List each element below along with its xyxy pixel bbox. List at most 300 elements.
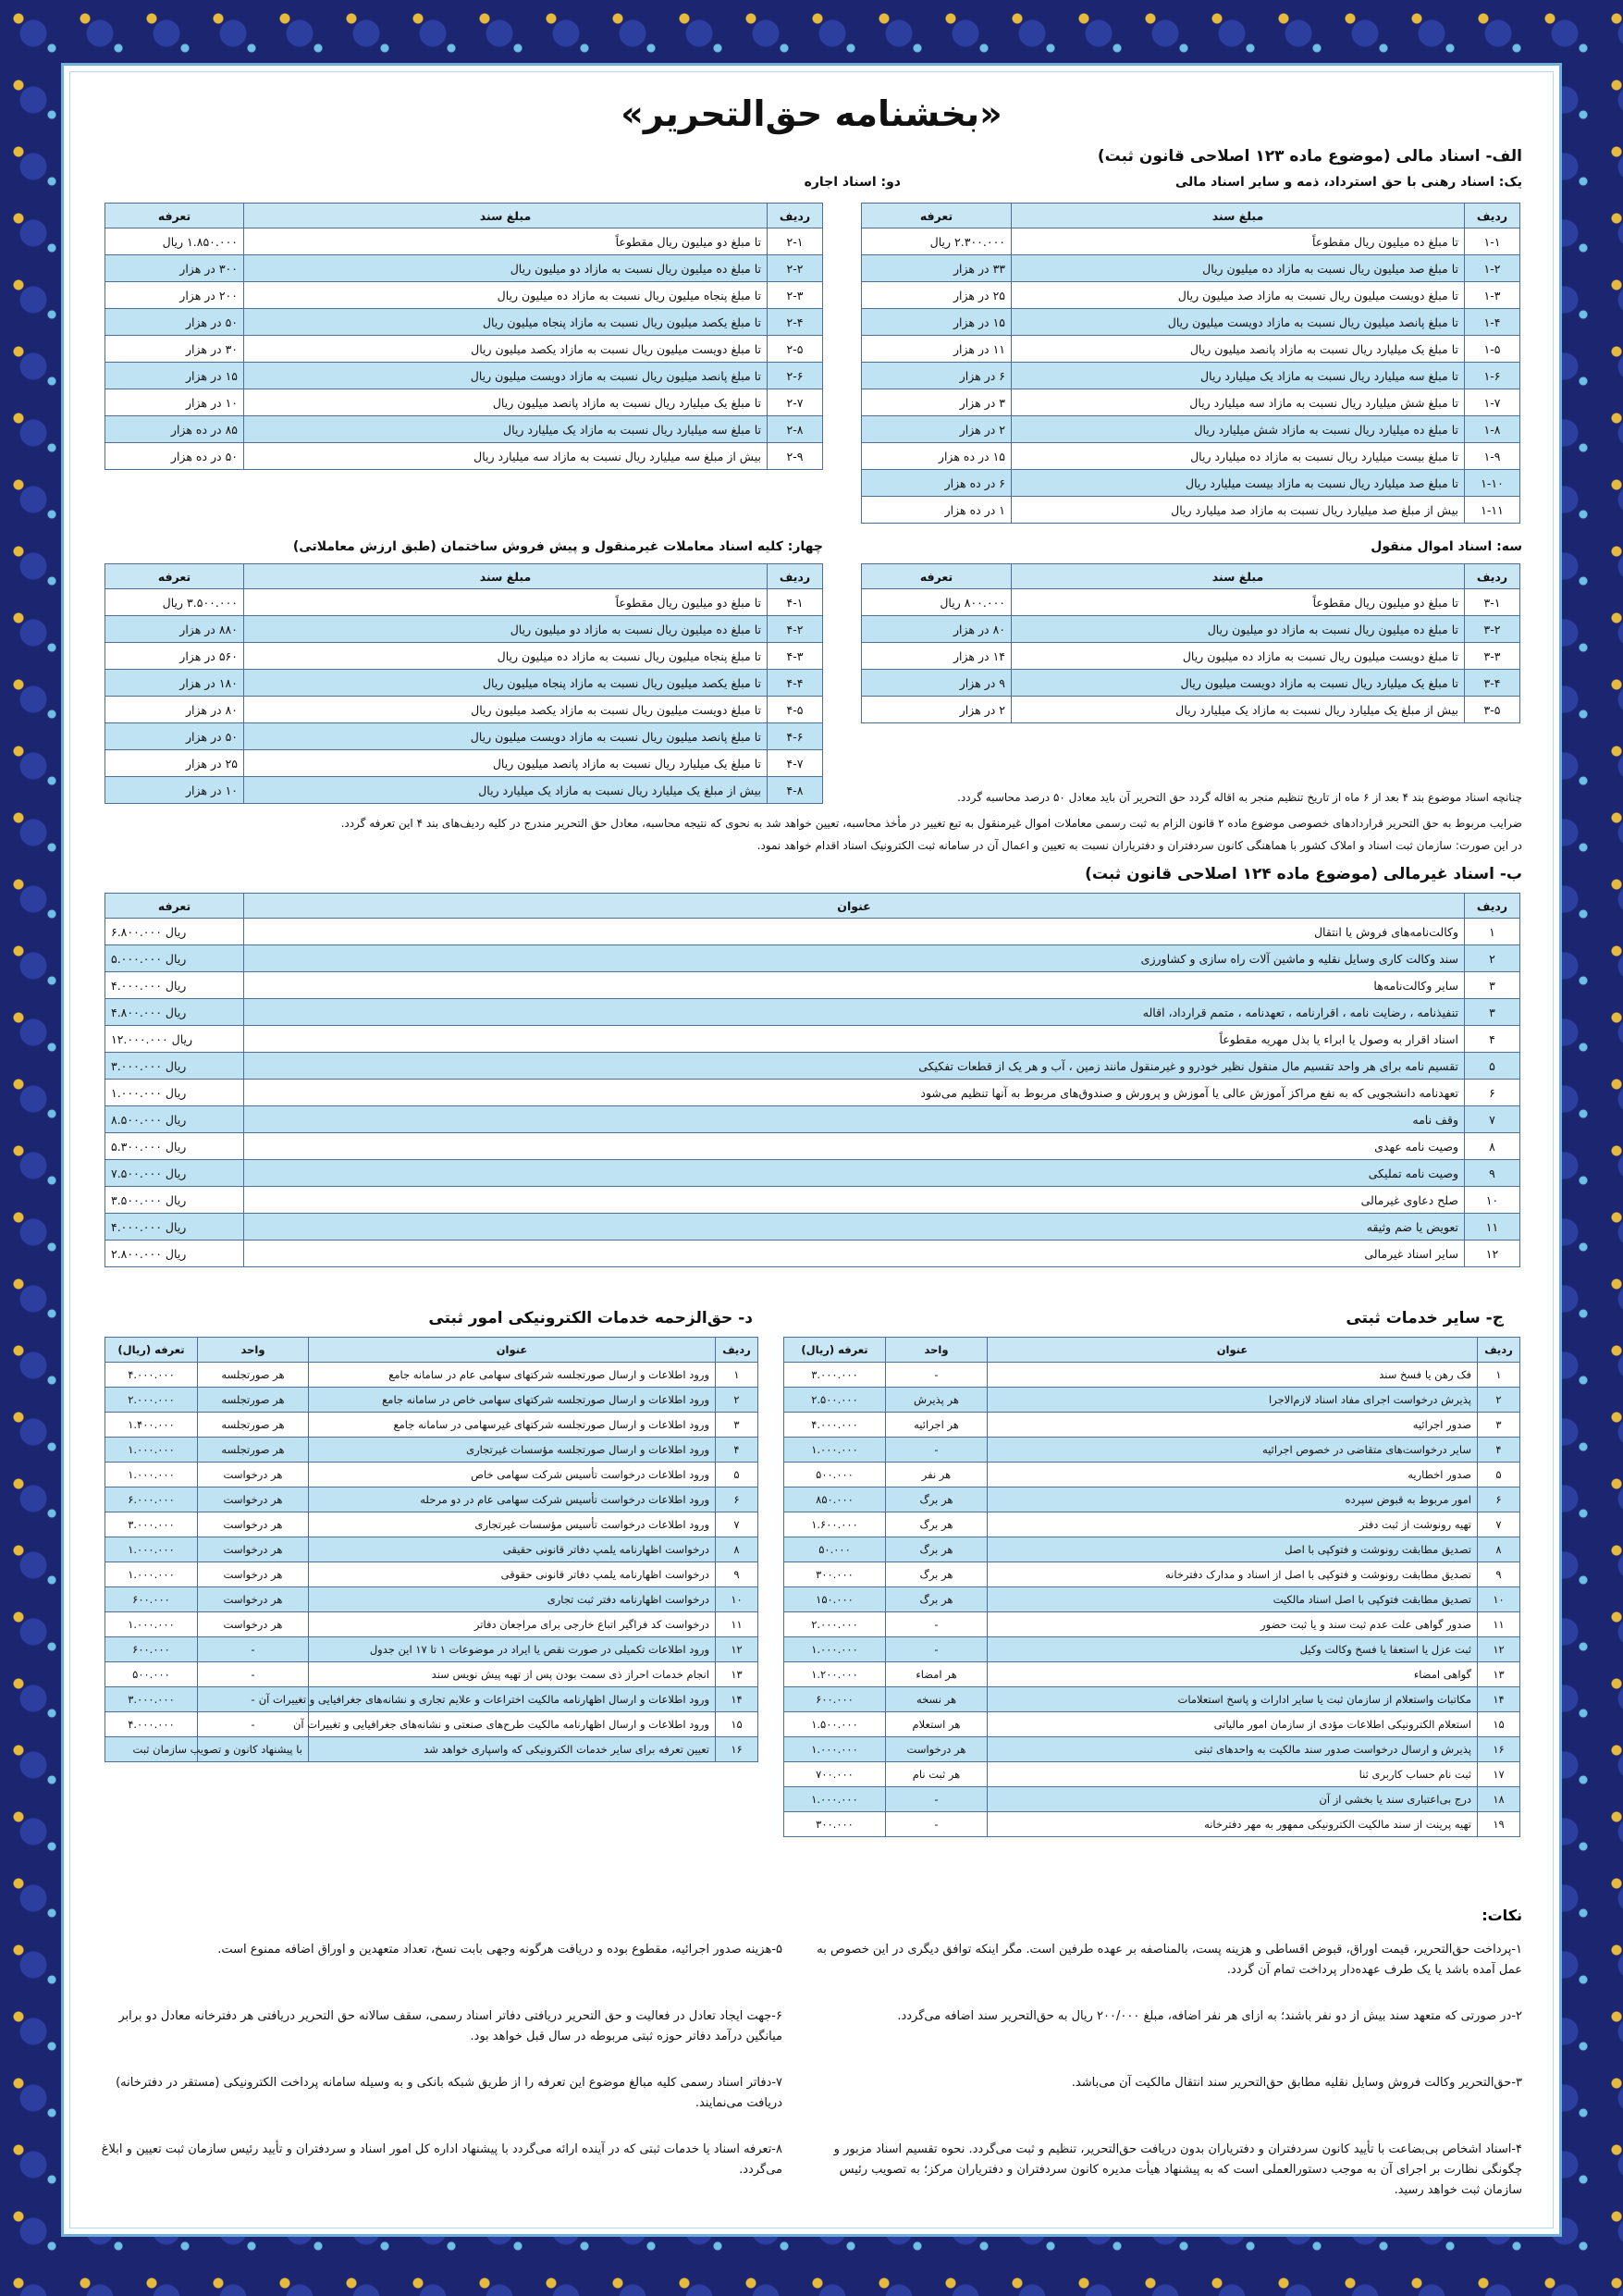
col-onvan: عنوان <box>309 1338 716 1363</box>
cell-onvan: تا مبلغ ده میلیون ریال مقطوعاً <box>1012 228 1465 255</box>
cell-tarefe: ۴.۸۰۰.۰۰۰ ریال <box>105 999 244 1026</box>
cell-vahed: هر اجرائیه <box>886 1413 988 1438</box>
table-row <box>862 670 1520 697</box>
table-row <box>784 1662 1520 1687</box>
note-4: ۴-اسناد اشخاص بی‌بضاعت با تأیید کانون سردفتران و دفتریاران بدون دریافت حق‌التحریر، تنظیم و ثبت می‌گردد. نحوه تقسیم اسناد مزبور و چگونگی نظارت بر اجرای آن به موجب دستورالعملی است که به پیشنهاد هیأت مدیره کانون سردفتران و دفتریاران مرکز؛ به تصویب رئیس سازمان ثبت خواهد رسید. <box>833 2142 1522 2197</box>
cell-vahed: هر امضاء <box>886 1662 988 1687</box>
cell-onvan: فک رهن یا فسخ سند <box>988 1363 1478 1388</box>
table-row <box>105 1562 758 1587</box>
cell-radif: ۱۲ <box>1478 1637 1520 1662</box>
cell-onvan: تنفیذنامه ، رضایت نامه ، اقرارنامه ، تعهدنامه ، متمم قرارداد، اقاله <box>244 999 1465 1026</box>
cell-vahed: هر صورتجلسه <box>198 1438 309 1463</box>
cell-vahed: هر درخواست <box>198 1612 309 1637</box>
cell-onvan: تا مبلغ ده میلیارد ریال نسبت به مازاد شش میلیارد ریال <box>1012 416 1465 443</box>
cell-onvan: تا مبلغ سه میلیارد ریال نسبت به مازاد یک میلیارد ریال <box>1012 363 1465 389</box>
table-row <box>105 416 823 443</box>
cell-radif: ۱-۲ <box>1465 255 1520 282</box>
cell-vahed: هر درخواست <box>886 1737 988 1762</box>
cell-radif: ۴-۴ <box>768 670 823 697</box>
cell-tarefe: ۴.۰۰۰.۰۰۰ ریال <box>105 1214 244 1241</box>
cell-radif: ۱۰ <box>716 1587 758 1612</box>
cell-radif: ۱۹ <box>1478 1812 1520 1837</box>
table-row <box>105 616 823 643</box>
cell-onvan: صدور گواهی علت عدم ثبت سند و یا ثبت حضور <box>988 1612 1478 1637</box>
table-je <box>783 1337 1520 1837</box>
cell-onvan: ورود اطلاعات و ارسال اظهارنامه مالکیت اختراعات و علایم تجاری و نشانه‌های جغرافیایی و تغییرات آن <box>309 1687 716 1712</box>
table-row <box>862 389 1520 416</box>
cell-radif: ۲ <box>1478 1388 1520 1413</box>
cell-onvan: تهیه رونوشت از ثبت دفتر <box>988 1512 1478 1537</box>
cell-tarefe: ۱۵ در هزار <box>862 309 1012 336</box>
table-row <box>784 1512 1520 1537</box>
table-row <box>862 697 1520 723</box>
cell-radif: ۱ <box>1478 1363 1520 1388</box>
cell-tarefe: ۸۰ در هزار <box>862 616 1012 643</box>
table-row <box>105 1612 758 1637</box>
cell-onvan: صدور اخطاریه <box>988 1463 1478 1487</box>
note-7: ۷-دفاتر اسناد رسمی کلیه مبالغ موضوع این تعرفه را از طریق شبکه بانکی و به وسیله سامانه پرداخت الکترونیکی (مستقر در دفترخانه) دریافت می‌نمایند. <box>116 2076 782 2110</box>
cell-tarefe: ۵۰۰.۰۰۰ <box>784 1463 886 1487</box>
note-3: ۳-حق‌التحریر وکالت فروش وسایل نقلیه مطابق حق‌التحریر سند انتقال مالکیت آن می‌باشد. <box>1071 2076 1522 2090</box>
cell-onvan: تا مبلغ دو میلیون ریال مقطوعاً <box>1012 589 1465 616</box>
table-row <box>105 1363 758 1388</box>
cell-tarefe: ۸۰۰.۰۰۰ ریال <box>862 589 1012 616</box>
cell-onvan: سند وکالت کاری وسایل نقلیه و ماشین آلات راه سازی و کشاورزی <box>244 945 1465 972</box>
col-radif: ردیف <box>1465 204 1520 228</box>
table-row <box>105 750 823 777</box>
table-row <box>105 1026 1520 1053</box>
table-row <box>105 1587 758 1612</box>
cell-onvan: تا مبلغ سه میلیارد ریال نسبت به مازاد یک میلیارد ریال <box>244 416 768 443</box>
table-row <box>105 363 823 389</box>
cell-radif: ۲ <box>1465 945 1520 972</box>
cell-onvan: ورود اطلاعات و ارسال صورتجلسه شرکتهای سهامی خاص در سامانه جامع <box>309 1388 716 1413</box>
table-row <box>784 1363 1520 1388</box>
cell-radif: ۲-۷ <box>768 389 823 416</box>
table-row <box>862 443 1520 470</box>
cell-tarefe: ۸۵۰.۰۰۰ <box>784 1487 886 1512</box>
table-row <box>105 1160 1520 1187</box>
cell-radif: ۱-۷ <box>1465 389 1520 416</box>
cell-tarefe: ۱۵ در ده هزار <box>862 443 1012 470</box>
cell-radif: ۱۴ <box>716 1687 758 1712</box>
table-row <box>105 1487 758 1512</box>
table-row <box>862 589 1520 616</box>
cell-radif: ۳ <box>1465 999 1520 1026</box>
cell-onvan: تا مبلغ یکصد میلیون ریال نسبت به مازاد پنجاه میلیون ریال <box>244 309 768 336</box>
cell-onvan: تا مبلغ پانصد میلیون ریال نسبت به مازاد دویست میلیون ریال <box>244 363 768 389</box>
cell-tarefe: ۱.۰۰۰.۰۰۰ ریال <box>105 1080 244 1106</box>
cell-tarefe: ۶.۰۰۰.۰۰۰ <box>105 1487 198 1512</box>
cell-tarefe: ۲۵ در هزار <box>105 750 244 777</box>
cell-onvan: بیش از مبلغ یک میلیارد ریال نسبت به مازاد یک میلیارد ریال <box>244 777 768 804</box>
cell-radif: ۱۷ <box>1478 1762 1520 1787</box>
cell-vahed: هر صورتجلسه <box>198 1388 309 1413</box>
cell-onvan: امور مربوط به قبوض سپرده <box>988 1487 1478 1512</box>
cell-radif: ۵ <box>1478 1463 1520 1487</box>
table-row <box>784 1487 1520 1512</box>
cell-radif: ۱-۱۰ <box>1465 470 1520 497</box>
cell-onvan: تعهدنامه دانشجویی که به نفع مراکز آموزش عالی یا آموزش و پرورش و صندوق‌های مربوط به آنها تنظیم می‌شود <box>244 1080 1465 1106</box>
cell-tarefe: ۵.۳۰۰.۰۰۰ ریال <box>105 1133 244 1160</box>
cell-tarefe: ۵۰ در هزار <box>105 309 244 336</box>
cell-radif: ۱۰ <box>1478 1587 1520 1612</box>
cell-radif: ۳ <box>1465 972 1520 999</box>
cell-tarefe: ۱۸۰ در هزار <box>105 670 244 697</box>
cell-tarefe: ۱۴ در هزار <box>862 643 1012 670</box>
cell-tarefe: ۱.۰۰۰.۰۰۰ <box>784 1787 886 1812</box>
cell-radif: ۹ <box>1465 1160 1520 1187</box>
table-row <box>105 1637 758 1662</box>
cell-tarefe: ۱۰ در هزار <box>105 777 244 804</box>
para-iqaleh: چنانچه اسناد موضوع بند ۴ بعد از ۶ ماه از تاریخ تنظیم منجر به اقاله گردد حق التحریر آن باید معادل ۵۰ درصد محاسبه گردد. <box>957 791 1522 804</box>
cell-radif: ۱۲ <box>1465 1241 1520 1267</box>
cell-onvan: درخواست کد فراگیر اتباع خارجی برای مراجعان دفاتر <box>309 1612 716 1637</box>
table-row <box>784 1812 1520 1837</box>
cell-tarefe: ۸.۵۰۰.۰۰۰ ریال <box>105 1106 244 1133</box>
cell-vahed: - <box>886 1637 988 1662</box>
table-row <box>862 497 1520 524</box>
cell-radif: ۹ <box>1478 1562 1520 1587</box>
cell-tarefe: ۱.۶۰۰.۰۰۰ <box>784 1512 886 1537</box>
table-row <box>105 1438 758 1463</box>
col-tarefe: تعرفه <box>862 204 1012 228</box>
table-row <box>105 919 1520 945</box>
section-be-heading: ب- اسناد غیرمالی (موضوع ماده ۱۲۴ اصلاحی قانون ثبت) <box>1085 865 1522 883</box>
cell-radif: ۱۰ <box>1465 1187 1520 1214</box>
table-row <box>105 723 823 750</box>
cell-radif: ۱۳ <box>716 1662 758 1687</box>
cell-tarefe: ۱۱ در هزار <box>862 336 1012 363</box>
table-row <box>862 282 1520 309</box>
cell-vahed: هر درخواست <box>198 1463 309 1487</box>
col-tarefe: تعرفه (ریال) <box>105 1338 198 1363</box>
cell-tarefe: ۳.۰۰۰.۰۰۰ <box>784 1363 886 1388</box>
col-mablagh: مبلغ سند <box>244 564 768 589</box>
cell-onvan: مکاتبات واستعلام از سازمان ثبت یا سایر ادارات و پاسخ استعلامات <box>988 1687 1478 1712</box>
cell-onvan: ورود اطلاعات درخواست تأسیس شرکت سهامی خاص <box>309 1463 716 1487</box>
cell-tarefe: ۶۰۰.۰۰۰ <box>105 1587 198 1612</box>
cell-radif: ۱۶ <box>716 1737 758 1762</box>
cell-tarefe: ۶.۸۰۰.۰۰۰ ریال <box>105 919 244 945</box>
cell-radif: ۴ <box>1465 1026 1520 1053</box>
col-mablagh: مبلغ سند <box>244 204 768 228</box>
cell-tarefe: ۳۰۰.۰۰۰ <box>784 1812 886 1837</box>
table-row <box>784 1612 1520 1637</box>
para-zarayeb: ضرایب مربوط به حق التحریر قراردادهای خصوصی موضوع ماده ۲ قانون الزام به ثبت رسمی معاملات اموال غیرمنقول به تبع تغییر در مأخذ محاسبه، تعیین خواهد شد به نحوی که نتیجه محاسبه، معادل حق التحریر مندرج در کلیه ردیف‌های بند ۴ این تعرفه گردد. <box>340 817 1522 830</box>
table-row <box>105 670 823 697</box>
table-row <box>105 697 823 723</box>
table-row <box>105 255 823 282</box>
table-row <box>105 1463 758 1487</box>
cell-tarefe: ۲.۰۰۰.۰۰۰ <box>105 1388 198 1413</box>
cell-vahed: - <box>198 1687 309 1712</box>
cell-onvan: پذیرش و ارسال درخواست صدور سند مالکیت به واحدهای ثبتی <box>988 1737 1478 1762</box>
table-dal <box>105 1337 758 1762</box>
cell-vahed: هر درخواست <box>198 1562 309 1587</box>
cell-onvan: سایر وکالت‌نامه‌ها <box>244 972 1465 999</box>
table-se <box>861 563 1520 723</box>
cell-radif: ۱۲ <box>716 1637 758 1662</box>
table-row <box>105 389 823 416</box>
cell-radif: ۴-۸ <box>768 777 823 804</box>
cell-tarefe: ۵۶۰ در هزار <box>105 643 244 670</box>
cell-tarefe: ۳.۰۰۰.۰۰۰ ریال <box>105 1053 244 1080</box>
cell-onvan: تصدیق مطابقت فتوکپی با اصل اسناد مالکیت <box>988 1587 1478 1612</box>
table-row <box>105 1241 1520 1267</box>
cell-onvan: پذیرش درخواست اجرای مفاد اسناد لازم‌الاجرا <box>988 1388 1478 1413</box>
col-onvan: عنوان <box>988 1338 1478 1363</box>
table-row <box>105 1537 758 1562</box>
cell-onvan: ورود اطلاعات و ارسال اظهارنامه مالکیت طرح‌های صنعتی و نشانه‌های جغرافیایی و تغییرات آن <box>309 1712 716 1737</box>
cell-onvan: تا مبلغ یک میلیارد ریال نسبت به مازاد پانصد میلیون ریال <box>244 750 768 777</box>
cell-radif: ۲ <box>716 1388 758 1413</box>
col-tarefe: تعرفه <box>862 564 1012 589</box>
cell-onvan: تا مبلغ ده میلیون ریال نسبت به مازاد دو میلیون ریال <box>244 616 768 643</box>
cell-vahed: - <box>886 1812 988 1837</box>
note-1: ۱-پرداخت حق‌التحریر، قیمت اوراق، قبوض اقساطی و هزینه پست، بالمناصفه بر عهده طرفین است. مگر اینکه توافق دیگری در این خصوص به عمل آمده باشد یا یک طرف عهده‌دار پرداخت تمام آن گردد. <box>817 1943 1522 1977</box>
cell-radif: ۸ <box>716 1537 758 1562</box>
cell-radif: ۱۵ <box>716 1712 758 1737</box>
cell-onvan: تا مبلغ صد میلیارد ریال نسبت به مازاد بیست میلیارد ریال <box>1012 470 1465 497</box>
cell-tarefe: ۵.۰۰۰.۰۰۰ ریال <box>105 945 244 972</box>
cell-radif: ۲-۶ <box>768 363 823 389</box>
table-row <box>784 1762 1520 1787</box>
cell-radif: ۷ <box>716 1512 758 1537</box>
cell-tarefe: ۶۰۰.۰۰۰ <box>784 1687 886 1712</box>
cell-vahed: - <box>198 1712 309 1737</box>
cell-radif: ۸ <box>1478 1537 1520 1562</box>
table-row <box>784 1737 1520 1762</box>
sub-yek-heading: یک: اسناد رهنی با حق استرداد، ذمه و سایر اسناد مالی <box>1174 175 1522 190</box>
cell-tarefe: ۸۰ در هزار <box>105 697 244 723</box>
table-row <box>105 1388 758 1413</box>
table-row <box>862 470 1520 497</box>
col-radif: ردیف <box>768 564 823 589</box>
table-row <box>105 972 1520 999</box>
table-row <box>105 777 823 804</box>
cell-tarefe: ۶ در هزار <box>862 363 1012 389</box>
table-row <box>784 1438 1520 1463</box>
cell-radif: ۴-۶ <box>768 723 823 750</box>
col-radif: ردیف <box>1465 564 1520 589</box>
cell-radif: ۷ <box>1465 1106 1520 1133</box>
table-row <box>105 643 823 670</box>
cell-radif: ۱۱ <box>1465 1214 1520 1241</box>
table-row <box>862 616 1520 643</box>
cell-radif: ۴ <box>1478 1438 1520 1463</box>
cell-radif: ۱۶ <box>1478 1737 1520 1762</box>
cell-onvan: استعلام الکترونیکی اطلاعات مؤدی از سازمان امور مالیاتی <box>988 1712 1478 1737</box>
cell-onvan: ورود اطلاعات تکمیلی در صورت نقص یا ایراد در موضوعات ۱ تا ۱۷ این جدول <box>309 1637 716 1662</box>
cell-tarefe: ۱.۰۰۰.۰۰۰ <box>105 1438 198 1463</box>
cell-vahed: هر صورتجلسه <box>198 1413 309 1438</box>
table-chahar <box>105 563 823 804</box>
cell-radif: ۲-۳ <box>768 282 823 309</box>
cell-radif: ۴-۷ <box>768 750 823 777</box>
cell-radif: ۱-۱۱ <box>1465 497 1520 524</box>
cell-onvan: صلح دعاوی غیرمالی <box>244 1187 1465 1214</box>
table-row <box>105 309 823 336</box>
table-row <box>784 1463 1520 1487</box>
table-row <box>105 1662 758 1687</box>
cell-vahed: - <box>886 1363 988 1388</box>
cell-tarefe: ۱.۰۰۰.۰۰۰ <box>784 1438 886 1463</box>
cell-tarefe: ۵۰ در هزار <box>105 723 244 750</box>
cell-radif: ۵ <box>716 1463 758 1487</box>
cell-vahed: هر درخواست <box>198 1587 309 1612</box>
cell-tarefe: ۷.۵۰۰.۰۰۰ ریال <box>105 1160 244 1187</box>
cell-tarefe: ۱۰ در هزار <box>105 389 244 416</box>
cell-vahed: هر نفر <box>886 1463 988 1487</box>
cell-onvan: درخواست اظهارنامه یلمپ دفاتر قانونی حقیقی <box>309 1537 716 1562</box>
cell-vahed: هر برگ <box>886 1562 988 1587</box>
cell-radif: ۶ <box>716 1487 758 1512</box>
cell-vahed: هر ثبت نام <box>886 1762 988 1787</box>
cell-onvan: تا مبلغ شش میلیارد ریال نسبت به مازاد سه میلیارد ریال <box>1012 389 1465 416</box>
cell-radif: ۱۵ <box>1478 1712 1520 1737</box>
table-row <box>784 1388 1520 1413</box>
cell-radif: ۱۱ <box>1478 1612 1520 1637</box>
cell-tarefe: ۸۵ در ده هزار <box>105 416 244 443</box>
cell-tarefe: ۵۰.۰۰۰ <box>784 1537 886 1562</box>
section-alef-heading: الف- اسناد مالی (موضوع ماده ۱۲۳ اصلاحی قانون ثبت) <box>1097 147 1522 166</box>
table-row <box>862 336 1520 363</box>
cell-onvan: وکالت‌نامه‌های فروش یا انتقال <box>244 919 1465 945</box>
cell-radif: ۴-۳ <box>768 643 823 670</box>
sub-chahar-heading: چهار: کلیه اسناد معاملات غیرمنقول و پیش فروش ساختمان (طبق ارزش معاملاتی) <box>292 539 823 554</box>
cell-radif: ۶ <box>1478 1487 1520 1512</box>
cell-onvan: تا مبلغ پنجاه میلیون ریال نسبت به مازاد ده میلیون ریال <box>244 282 768 309</box>
cell-onvan: درخواست اظهارنامه دفتر ثبت تجاری <box>309 1587 716 1612</box>
cell-vahed: - <box>198 1662 309 1687</box>
cell-vahed: - <box>198 1637 309 1662</box>
cell-vahed: - <box>886 1612 988 1637</box>
cell-onvan: ورود اطلاعات و ارسال صورتجلسه شرکتهای سهامی عام در سامانه جامع <box>309 1363 716 1388</box>
table-row <box>105 999 1520 1026</box>
cell-radif: ۷ <box>1478 1512 1520 1537</box>
cell-vahed: هر صورتجلسه <box>198 1363 309 1388</box>
cell-vahed: هر درخواست <box>198 1512 309 1537</box>
cell-tarefe: ۱۵۰.۰۰۰ <box>784 1587 886 1612</box>
cell-tarefe: ۲.۵۰۰.۰۰۰ <box>784 1388 886 1413</box>
cell-radif: ۳-۴ <box>1465 670 1520 697</box>
cell-onvan: صدور اجرائیه <box>988 1413 1478 1438</box>
cell-tarefe: ۱.۰۰۰.۰۰۰ <box>784 1737 886 1762</box>
section-dal-heading: د- حق‌الزحمه خدمات الکترونیکی امور ثبتی <box>428 1309 753 1327</box>
table-row <box>784 1537 1520 1562</box>
cell-tarefe: ۱.۸۵۰.۰۰۰ ریال <box>105 228 244 255</box>
table-row <box>862 309 1520 336</box>
table-row <box>105 1080 1520 1106</box>
col-radif: ردیف <box>1478 1338 1520 1363</box>
cell-tarefe: ۴.۰۰۰.۰۰۰ <box>105 1363 198 1388</box>
cell-radif: ۱-۴ <box>1465 309 1520 336</box>
cell-tarefe: ۲ در هزار <box>862 416 1012 443</box>
para-sazman: در این صورت: سازمان ثبت اسناد و املاک کشور با هماهنگی کانون سردفتران و دفتریاران نسبت به تعیین و اعمال آن در سامانه ثبت الکترونیک اسناد اقدام خواهد نمود. <box>756 839 1522 852</box>
cell-radif: ۱۴ <box>1478 1687 1520 1712</box>
cell-tarefe: ۸۸۰ در هزار <box>105 616 244 643</box>
cell-tarefe: ۱.۴۰۰.۰۰۰ <box>105 1413 198 1438</box>
cell-onvan: درخواست اظهارنامه یلمپ دفاتر قانونی حقوقی <box>309 1562 716 1587</box>
cell-onvan: تعیین تعرفه برای سایر خدمات الکترونیکی که واسپاری خواهد شد <box>309 1737 716 1762</box>
cell-onvan: تا مبلغ دویست میلیون ریال نسبت به مازاد ده میلیون ریال <box>1012 643 1465 670</box>
cell-onvan: تا مبلغ یک میلیارد ریال نسبت به مازاد پانصد میلیون ریال <box>1012 336 1465 363</box>
page-title: «بخشنامه حق‌التحریر» <box>621 93 1002 134</box>
cell-vahed: هر درخواست <box>198 1487 309 1512</box>
cell-radif: ۳-۳ <box>1465 643 1520 670</box>
table-be <box>105 893 1520 1267</box>
cell-tarefe: ۳.۵۰۰.۰۰۰ ریال <box>105 589 244 616</box>
table-row <box>784 1637 1520 1662</box>
table-row <box>105 1133 1520 1160</box>
cell-tarefe: ۲ در هزار <box>862 697 1012 723</box>
cell-radif: ۱۱ <box>716 1612 758 1637</box>
document-page <box>61 63 1562 2237</box>
cell-radif: ۱-۶ <box>1465 363 1520 389</box>
cell-radif: ۱-۹ <box>1465 443 1520 470</box>
cell-onvan: تا مبلغ دویست میلیون ریال نسبت به مازاد صد میلیون ریال <box>1012 282 1465 309</box>
cell-tarefe: ۴.۰۰۰.۰۰۰ <box>105 1712 198 1737</box>
cell-onvan: تا مبلغ دویست میلیون ریال نسبت به مازاد یکصد میلیون ریال <box>244 336 768 363</box>
table-row <box>862 228 1520 255</box>
table-row <box>105 1512 758 1537</box>
cell-tarefe: ۲.۰۰۰.۰۰۰ <box>784 1612 886 1637</box>
col-mablagh: مبلغ سند <box>1012 204 1465 228</box>
cell-onvan: تا مبلغ یک میلیارد ریال نسبت به مازاد پانصد میلیون ریال <box>244 389 768 416</box>
table-yek <box>861 203 1520 524</box>
cell-vahed: - <box>886 1787 988 1812</box>
cell-onvan: تا مبلغ یک میلیارد ریال نسبت به مازاد دویست میلیون ریال <box>1012 670 1465 697</box>
table-row <box>862 363 1520 389</box>
cell-radif: ۱۸ <box>1478 1787 1520 1812</box>
col-tarefe: تعرفه <box>105 204 244 228</box>
table-row <box>862 643 1520 670</box>
cell-onvan: بیش از مبلغ سه میلیارد ریال نسبت به مازاد سه میلیارد ریال <box>244 443 768 470</box>
cell-tarefe: ۲.۳۰۰.۰۰۰ ریال <box>862 228 1012 255</box>
cell-tarefe: ۳.۵۰۰.۰۰۰ ریال <box>105 1187 244 1214</box>
col-tarefe: تعرفه (ریال) <box>784 1338 886 1363</box>
cell-radif: ۲-۲ <box>768 255 823 282</box>
col-mablagh: مبلغ سند <box>1012 564 1465 589</box>
cell-vahed: - <box>886 1438 988 1463</box>
table-row <box>105 1413 758 1438</box>
cell-onvan: ثبت نام حساب کاربری ثنا <box>988 1762 1478 1787</box>
table-row <box>105 1687 758 1712</box>
cell-tarefe: ۱.۰۰۰.۰۰۰ <box>784 1637 886 1662</box>
table-row <box>784 1687 1520 1712</box>
cell-onvan: تا مبلغ پانصد میلیون ریال نسبت به مازاد دویست میلیون ریال <box>244 723 768 750</box>
cell-tarefe: ۱ در ده هزار <box>862 497 1012 524</box>
table-row <box>105 945 1520 972</box>
table-row <box>862 416 1520 443</box>
cell-radif: ۱ <box>716 1363 758 1388</box>
cell-onvan: ثبت عزل یا استعفا یا فسخ وکالت وکیل <box>988 1637 1478 1662</box>
cell-tarefe: ۵۰ در ده هزار <box>105 443 244 470</box>
cell-radif: ۲-۸ <box>768 416 823 443</box>
cell-onvan: تا مبلغ ده میلیون ریال نسبت به مازاد دو میلیون ریال <box>244 255 768 282</box>
table-row <box>862 255 1520 282</box>
cell-onvan: وصیت نامه تملیکی <box>244 1160 1465 1187</box>
table-row <box>105 1214 1520 1241</box>
cell-tarefe: ۱۵ در هزار <box>105 363 244 389</box>
col-tarefe: تعرفه <box>105 894 244 919</box>
table-row <box>105 228 823 255</box>
cell-tarefe: ۳۰ در هزار <box>105 336 244 363</box>
col-radif: ردیف <box>768 204 823 228</box>
cell-vahed: هر نسخه <box>886 1687 988 1712</box>
cell-radif: ۱ <box>1465 919 1520 945</box>
